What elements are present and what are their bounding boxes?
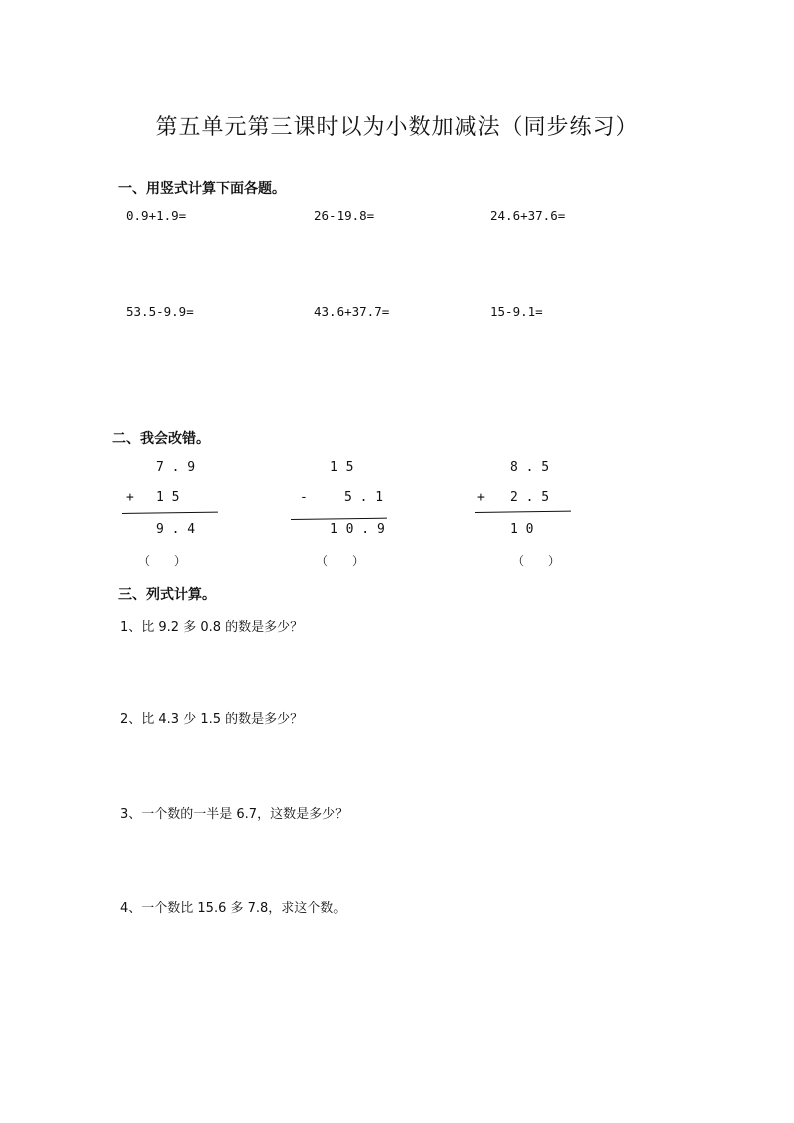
correction-2-result: 1 0 . 9	[330, 522, 385, 537]
correction-3-line	[475, 511, 571, 514]
correction-2-bottom: 5 . 1	[344, 490, 384, 505]
section3-heading: 三、列式计算。	[118, 587, 216, 603]
correction-1-operator: +	[126, 490, 134, 505]
question-1: 1、比 9.2 多 0.8 的数是多少？	[120, 620, 304, 635]
question-3: 3、一个数的一半是 6.7，这数是多少？	[120, 807, 349, 822]
correction-3-bottom: 2 . 5	[510, 490, 550, 505]
correction-3-top: 8 . 5	[510, 460, 550, 475]
correction-1-line	[122, 512, 218, 515]
correction-2-top: 1 5	[330, 460, 354, 475]
question-2: 2、比 4.3 少 1.5 的数是多少？	[120, 712, 304, 727]
page-title: 第五单元第三课时以为小数加减法（同步练习）	[155, 115, 639, 140]
correction-1-result: 9 . 4	[156, 522, 196, 537]
section2-heading: 二、我会改错。	[112, 431, 210, 447]
problem-3: 24.6+37.6=	[490, 208, 566, 223]
correction-1-bottom: 1 5	[156, 490, 180, 505]
problem-6: 15-9.1=	[490, 304, 543, 319]
problem-2: 26-19.8=	[314, 208, 375, 223]
section1-heading: 一、用竖式计算下面各题。	[118, 181, 286, 197]
problem-1: 0.9+1.9=	[126, 208, 187, 223]
problem-4: 53.5-9.9=	[126, 304, 194, 319]
correction-1-answer: （ ）	[138, 554, 187, 568]
correction-1-top: 7 . 9	[156, 460, 196, 475]
correction-2-operator: -	[300, 490, 308, 505]
correction-2-line	[291, 518, 387, 521]
correction-3-operator: +	[477, 490, 485, 505]
question-4: 4、一个数比 15.6 多 7.8，求这个数。	[120, 901, 347, 916]
correction-2-answer: （ ）	[316, 554, 365, 568]
correction-3-answer: （ ）	[512, 554, 561, 568]
problem-5: 43.6+37.7=	[314, 304, 390, 319]
correction-3-result: 1 0	[510, 522, 534, 537]
